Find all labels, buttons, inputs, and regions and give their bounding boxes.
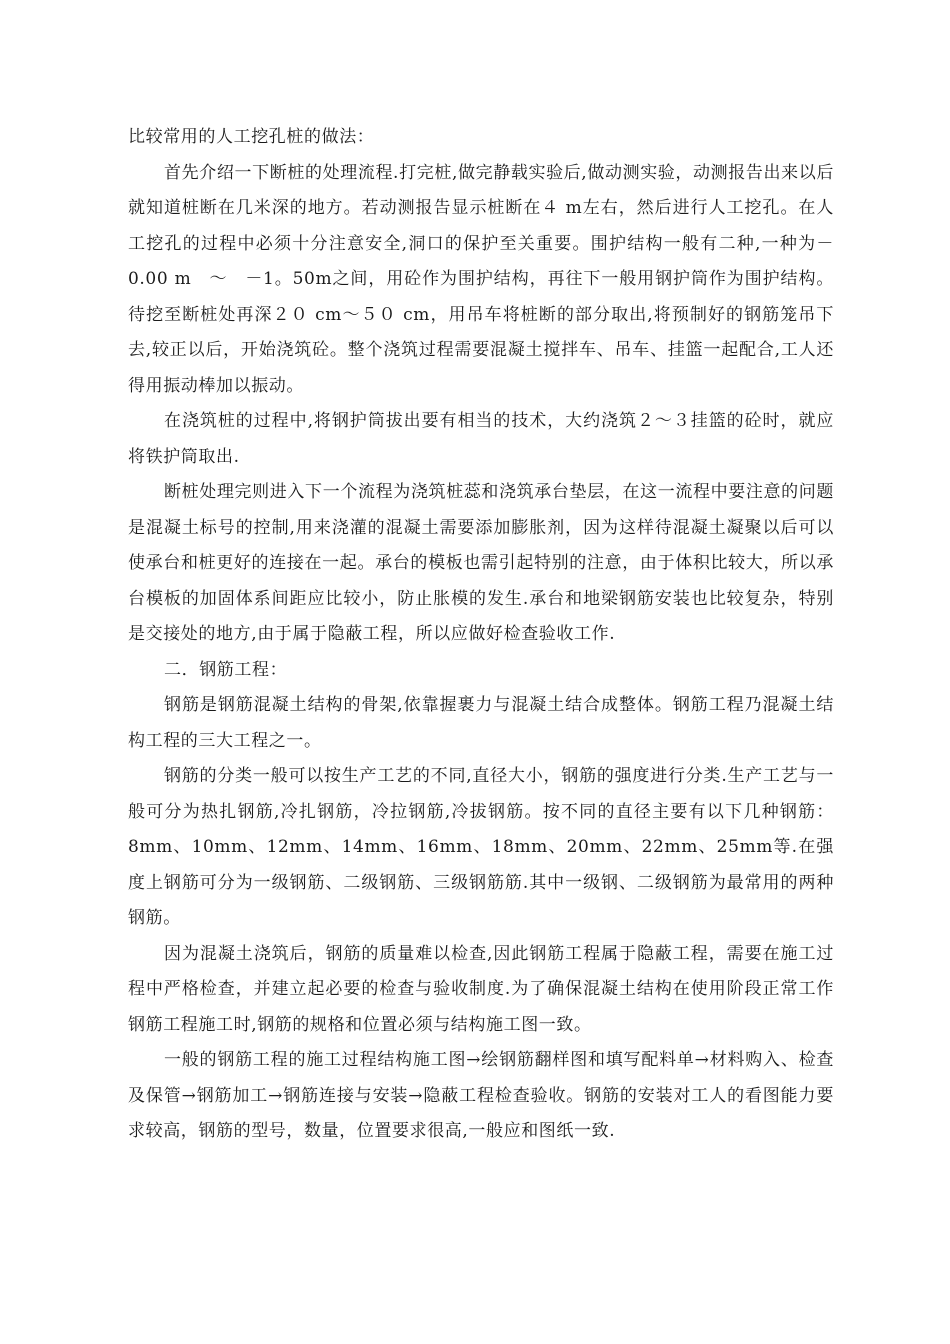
section-heading-rebar: 二．钢筋工程： (164, 659, 288, 680)
paragraph-intro: 比较常用的人工挖孔桩的做法： (128, 127, 375, 147)
document-body (128, 120, 834, 1150)
paragraph-casing-removal: 在浇筑桩的过程中,将钢护筒拔出要有相当的技术，大约浇筑２～３挂篮的砼时，就应将铁护筒取出. (128, 411, 834, 467)
paragraph-rebar-inspection: 因为混凝土浇筑后，钢筋的质量难以检查,因此钢筋工程属于隐蔽工程，需要在施工过程中严格检查，并建立起必要的检查与验收制度.为了确保混凝土结构在使用阶段正常工作钢筋工程施工时,钢筋的规格和位置必须与结构施工图一致。 (128, 943, 834, 1035)
paragraph-rebar-construction-flow: 一般的钢筋工程的施工过程结构施工图→绘钢筋翻样图和填写配料单→材料购入、检查及保管→钢筋加工→钢筋连接与安装→隐蔽工程检查验收。钢筋的安装对工人的看图能力要求较高，钢筋的型号，数量，位置要求很高,一般应和图纸一致. (128, 1050, 834, 1141)
paragraph-pile-core-cap: 断桩处理完则进入下一个流程为浇筑桩蕊和浇筑承台垫层，在这一流程中要注意的问题是混凝土标号的控制,用来浇灌的混凝土需要添加膨胀剂，因为这样待混凝土凝聚以后可以使承台和桩更好的连接在一起。承台的模板也需引起特别的注意，由于体积比较大，所以承台模板的加固体系间距应比较小，防止胀模的发生.承台和地梁钢筋安装也比较复杂，特别是交接处的地方,由于属于隐蔽工程，所以应做好检查验收工作. (128, 482, 834, 644)
paragraph-broken-pile-process: 首先介绍一下断桩的处理流程.打完桩,做完静载实验后,做动测实验，动测报告出来以后就知道桩断在几米深的地方。若动测报告显示桩断在４ m左右，然后进行人工挖孔。在人工挖孔的过程中必须十分注意安全,洞口的保护至关重要。围护结构一般有二种,一种为－0.00 m ～ －1。50m之间，用砼作为围护结构，再往下一般用钢护筒作为围护结构。待挖至断桩处再深２０ cm～５０ cm，用吊车将桩断的部分取出,将预制好的钢筋笼吊下去,较正以后，开始浇筑砼。整个浇筑过程需要混凝土搅拌车、吊车、挂篮一起配合,工人还得用振动棒加以振动。 (128, 162, 834, 396)
paragraph-rebar-classification: 钢筋的分类一般可以按生产工艺的不同,直径大小，钢筋的强度进行分类.生产工艺与一般可分为热扎钢筋,冷扎钢筋，冷拉钢筋,冷拔钢筋。按不同的直径主要有以下几种钢筋：8mm、10mm、12mm、14mm、16mm、18mm、20mm、22mm、25mm等.在强度上钢筋可分为一级钢筋、二级钢筋、三级钢筋筋.其中一级钢、二级钢筋为最常用的两种钢筋。 (128, 766, 834, 928)
paragraph-rebar-definition: 钢筋是钢筋混凝土结构的骨架,依靠握裹力与混凝土结合成整体。钢筋工程乃混凝土结构工程的三大工程之一。 (128, 695, 834, 751)
